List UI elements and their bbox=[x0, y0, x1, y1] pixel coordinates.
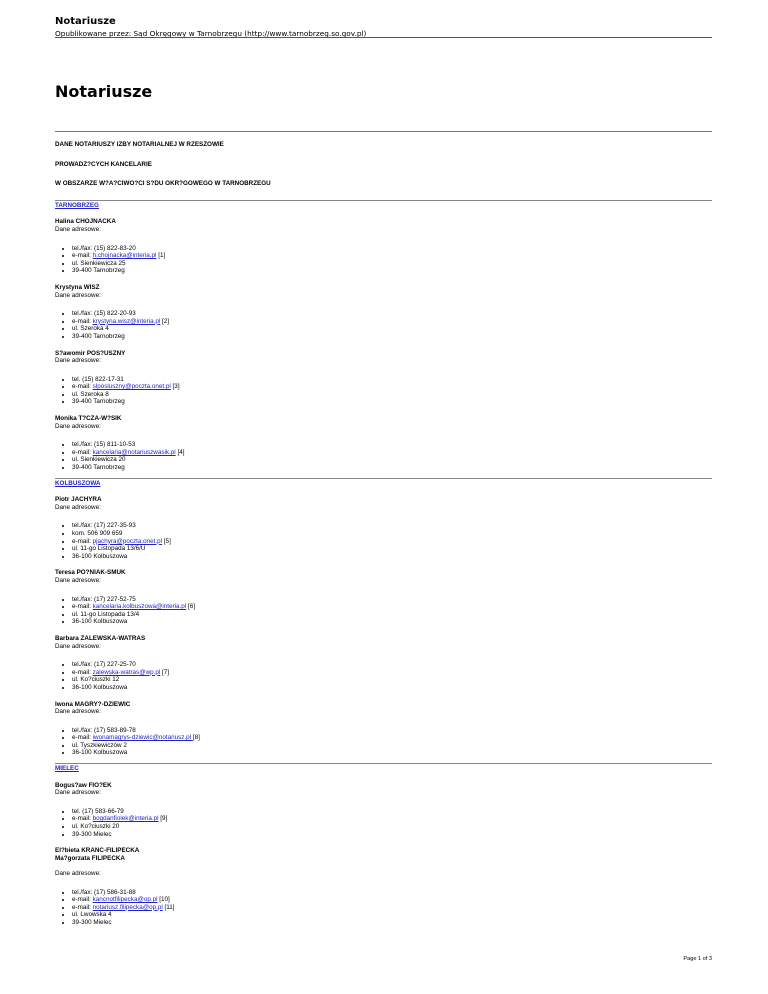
address-label: Dane adresowe: bbox=[55, 789, 101, 797]
notary-entry bbox=[55, 782, 712, 839]
email-link[interactable]: krystyna.wisz@interia.pl bbox=[92, 317, 161, 325]
footnote-ref: [5] bbox=[162, 537, 171, 545]
address-label: Dane adresowe: bbox=[55, 870, 101, 877]
email-link[interactable]: iwonamagrys-dziewic@notariusz.pl bbox=[92, 734, 193, 742]
contact-text: tel./fax: (15) 822-20-93 bbox=[72, 310, 136, 318]
address-label: Dane adresowe: bbox=[55, 708, 101, 716]
notary-entry bbox=[55, 701, 712, 758]
contact-list bbox=[55, 441, 712, 471]
contact-item bbox=[72, 808, 712, 816]
contact-item bbox=[72, 911, 712, 919]
notary-entry bbox=[55, 284, 712, 341]
contact-text: ul. Lwowska 4 bbox=[72, 911, 112, 919]
contact-list bbox=[55, 661, 712, 691]
contact-text: 39-400 Tarnobrzeg bbox=[72, 398, 125, 406]
contact-text: ul. Sienkiewicza 25 bbox=[72, 259, 126, 267]
contact-item bbox=[72, 669, 712, 677]
title-divider bbox=[55, 131, 712, 132]
email-link[interactable]: kancelaria.kolbuszowa@interia.pl bbox=[92, 603, 187, 611]
contact-text: kom. 506 909 659 bbox=[72, 530, 123, 537]
header-divider bbox=[55, 37, 712, 38]
contact-text: ul. Szeroka 8 bbox=[72, 390, 109, 398]
contact-item bbox=[72, 676, 712, 684]
contact-item bbox=[72, 267, 712, 275]
contact-item bbox=[72, 398, 712, 406]
notary-entry bbox=[55, 218, 712, 275]
notary-name: Monika T?CZA-W?SIK bbox=[55, 415, 122, 423]
contact-item bbox=[72, 815, 712, 823]
address-label: Dane adresowe: bbox=[55, 357, 101, 365]
footnote-ref: [3] bbox=[170, 383, 180, 391]
contact-text: ul. Ko?ciuszki 12 bbox=[72, 676, 120, 684]
contact-text: ul. Tyszkiewiczów 2 bbox=[72, 741, 127, 749]
contact-item bbox=[72, 449, 712, 457]
notary-name: Bogus?aw FIO?EK bbox=[55, 781, 112, 789]
contact-list bbox=[55, 245, 712, 275]
contact-text: ul. 11-go Listopada 13/6/U bbox=[72, 545, 146, 553]
footnote-ref: [8] bbox=[192, 734, 200, 742]
contact-text: tel./fax: (17) 227-52-75 bbox=[72, 595, 136, 603]
contact-item bbox=[72, 596, 712, 604]
contact-text: 39-300 Mielec bbox=[72, 830, 112, 838]
email-prefix: e-mail: bbox=[72, 448, 93, 456]
email-prefix: e-mail: bbox=[72, 383, 93, 391]
intro-line: PROWADZ?CYCH KANCELARIE bbox=[55, 160, 152, 168]
city-section bbox=[55, 200, 712, 472]
email-link[interactable]: notariusz.filipecka@op.pl bbox=[92, 903, 163, 911]
contact-list bbox=[55, 376, 712, 406]
contact-item bbox=[72, 522, 712, 530]
contact-item bbox=[72, 919, 712, 927]
contact-item bbox=[72, 553, 712, 561]
contact-item bbox=[72, 661, 712, 669]
contact-list bbox=[55, 889, 712, 927]
contact-item bbox=[72, 611, 712, 619]
contact-item bbox=[72, 310, 712, 318]
email-link[interactable]: slposluszny@poczta.onet.pl bbox=[92, 383, 171, 391]
city-section bbox=[55, 478, 712, 757]
notary-name: Halina CHOJNACKA bbox=[55, 218, 116, 226]
email-prefix: e-mail: bbox=[72, 252, 93, 260]
email-prefix: e-mail: bbox=[72, 903, 93, 911]
contact-item bbox=[72, 618, 712, 626]
contact-text: 39-400 Tarnobrzeg bbox=[72, 332, 125, 340]
contact-text: tel. (17) 583-66-79 bbox=[72, 807, 124, 815]
contact-text: ul. Szeroka 4 bbox=[72, 325, 109, 333]
contact-item bbox=[72, 318, 712, 326]
notary-entry bbox=[55, 415, 712, 472]
contact-item bbox=[72, 889, 712, 897]
notary-name: Ma?gorzata FILIPECKA bbox=[55, 854, 125, 862]
contact-item bbox=[72, 823, 712, 831]
email-link[interactable]: bogdanfiolek@interia.pl bbox=[92, 815, 159, 823]
contact-item bbox=[72, 245, 712, 253]
contact-text: 36-100 Kolbuszowa bbox=[72, 749, 128, 757]
city-link[interactable]: TARNOBRZEG bbox=[55, 201, 99, 209]
notary-entry bbox=[55, 847, 712, 926]
contact-item bbox=[72, 734, 712, 742]
contact-item bbox=[72, 831, 712, 839]
contact-text: 36-100 Kolbuszowa bbox=[72, 618, 128, 626]
footnote-ref: [1] bbox=[156, 252, 166, 260]
contact-item bbox=[72, 904, 712, 912]
contact-text: tel./fax: (17) 583-89-78 bbox=[72, 726, 136, 734]
contact-item bbox=[72, 441, 712, 449]
contact-list bbox=[55, 522, 712, 560]
contact-item bbox=[72, 603, 712, 611]
contact-item bbox=[72, 749, 712, 757]
address-label: Dane adresowe: bbox=[55, 291, 101, 299]
contact-item bbox=[72, 464, 712, 472]
contact-text: 39-400 Tarnobrzeg bbox=[72, 464, 125, 472]
city-section bbox=[55, 763, 712, 927]
header-title: Notariusze bbox=[55, 16, 116, 27]
notary-name: Iwona MAGRY?-DZIEWIC bbox=[55, 700, 131, 708]
email-link[interactable]: h.chojnacka@interia.pl bbox=[92, 252, 157, 260]
city-heading bbox=[55, 200, 712, 210]
intro-line: DANE NOTARIUSZY IZBY NOTARIALNEJ W RZESZOWIE bbox=[55, 141, 224, 148]
spacer bbox=[55, 862, 712, 870]
email-prefix: e-mail: bbox=[72, 896, 93, 904]
intro-block bbox=[55, 141, 712, 188]
notary-name: Krystyna WISZ bbox=[55, 283, 100, 291]
notary-name: El?bieta KRANC-FILIPECKA bbox=[55, 847, 140, 855]
notary-entry bbox=[55, 496, 712, 560]
email-prefix: e-mail: bbox=[72, 317, 93, 325]
address-label: Dane adresowe: bbox=[55, 225, 101, 233]
email-link[interactable]: kancnotfilipecka@op.pl bbox=[92, 896, 158, 904]
contact-item bbox=[72, 896, 712, 904]
contact-text: tel./fax: (17) 586-31-88 bbox=[72, 888, 136, 896]
contact-text: 39-400 Tarnobrzeg bbox=[72, 267, 125, 275]
notary-name: S?awomir POS?USZNY bbox=[55, 349, 126, 357]
contact-text: tel./fax: (15) 822-83-20 bbox=[72, 244, 136, 252]
notary-entry bbox=[55, 350, 712, 407]
page-header bbox=[55, 16, 712, 38]
notary-name: Barbara ZALEWSKA-WATRAS bbox=[55, 634, 146, 642]
contact-list bbox=[55, 727, 712, 757]
email-prefix: e-mail: bbox=[72, 668, 93, 676]
page-title: Notariusze bbox=[55, 82, 153, 101]
city-link[interactable]: KOLBUSZOWA bbox=[55, 479, 101, 487]
contact-text: 36-100 Kolbuszowa bbox=[72, 552, 128, 560]
contact-item bbox=[72, 684, 712, 692]
contact-item bbox=[72, 325, 712, 333]
contact-list bbox=[55, 596, 712, 626]
contact-text: tel./fax: (17) 227-35-93 bbox=[72, 522, 136, 530]
notary-entry bbox=[55, 569, 712, 626]
contact-text: ul. Sienkiewicza 20 bbox=[72, 456, 126, 464]
contact-item bbox=[72, 545, 712, 553]
footnote-ref: [2] bbox=[160, 317, 170, 325]
contact-item bbox=[72, 742, 712, 750]
published-by: Opublikowane przez: Sąd Okręgowy w Tarnobrzegu (http://www.tarnobrzeg.so.gov.pl) bbox=[55, 29, 367, 38]
contact-text: ul. Ko?ciuszki 20 bbox=[72, 823, 120, 831]
city-link[interactable]: MIELEC bbox=[55, 765, 79, 773]
contact-item bbox=[72, 376, 712, 384]
content bbox=[55, 141, 712, 927]
city-heading bbox=[55, 478, 712, 488]
notary-entry bbox=[55, 635, 712, 692]
footnote-ref: [4] bbox=[175, 448, 185, 456]
notary-name: Teresa PO?NIAK-SMUK bbox=[55, 569, 126, 577]
email-link[interactable]: kancelaria@notariuszwasik.pl bbox=[92, 448, 176, 456]
contact-text: 39-300 Mielec bbox=[72, 918, 112, 926]
contact-list bbox=[55, 808, 712, 838]
notary-name: Piotr JACHYRA bbox=[55, 496, 102, 504]
contact-item bbox=[72, 252, 712, 260]
contact-item bbox=[72, 260, 712, 268]
address-label: Dane adresowe: bbox=[55, 576, 101, 584]
footnote-ref: [9] bbox=[158, 815, 168, 823]
footnote-ref: [6] bbox=[186, 603, 195, 611]
intro-line: W OBSZARZE W?A?CIWO?CI S?DU OKR?GOWEGO W TARNOBRZEGU bbox=[55, 180, 271, 188]
footnote-ref: [11] bbox=[162, 903, 175, 911]
email-prefix: e-mail: bbox=[72, 537, 93, 545]
contact-text: 36-100 Kolbuszowa bbox=[72, 683, 128, 691]
email-prefix: e-mail: bbox=[72, 734, 93, 742]
contact-item bbox=[72, 383, 712, 391]
address-label: Dane adresowe: bbox=[55, 422, 101, 430]
contact-item bbox=[72, 333, 712, 341]
contact-list bbox=[55, 310, 712, 340]
email-link[interactable]: zalewska-watras@wp.pl bbox=[92, 668, 161, 676]
contact-text: tel. (15) 822-17-31 bbox=[72, 375, 124, 383]
contact-item bbox=[72, 538, 712, 546]
footnote-ref: [7] bbox=[160, 668, 170, 676]
contact-item bbox=[72, 530, 712, 538]
email-prefix: e-mail: bbox=[72, 603, 93, 611]
contact-item bbox=[72, 391, 712, 399]
contact-item bbox=[72, 727, 712, 735]
address-label: Dane adresowe: bbox=[55, 642, 101, 650]
address-label: Dane adresowe: bbox=[55, 503, 101, 511]
city-heading bbox=[55, 763, 712, 773]
contact-text: ul. 11-go Listopada 13/4 bbox=[72, 610, 140, 618]
footnote-ref: [10] bbox=[157, 896, 170, 904]
contact-item bbox=[72, 456, 712, 464]
email-prefix: e-mail: bbox=[72, 815, 93, 823]
contact-text: tel./fax: (15) 811-10-53 bbox=[72, 441, 136, 449]
contact-text: tel./fax: (17) 227-25-70 bbox=[72, 661, 136, 669]
page-number: Page 1 of 3 bbox=[683, 956, 712, 962]
email-link[interactable]: pjachyra@poczta.onet.pl bbox=[92, 537, 163, 545]
